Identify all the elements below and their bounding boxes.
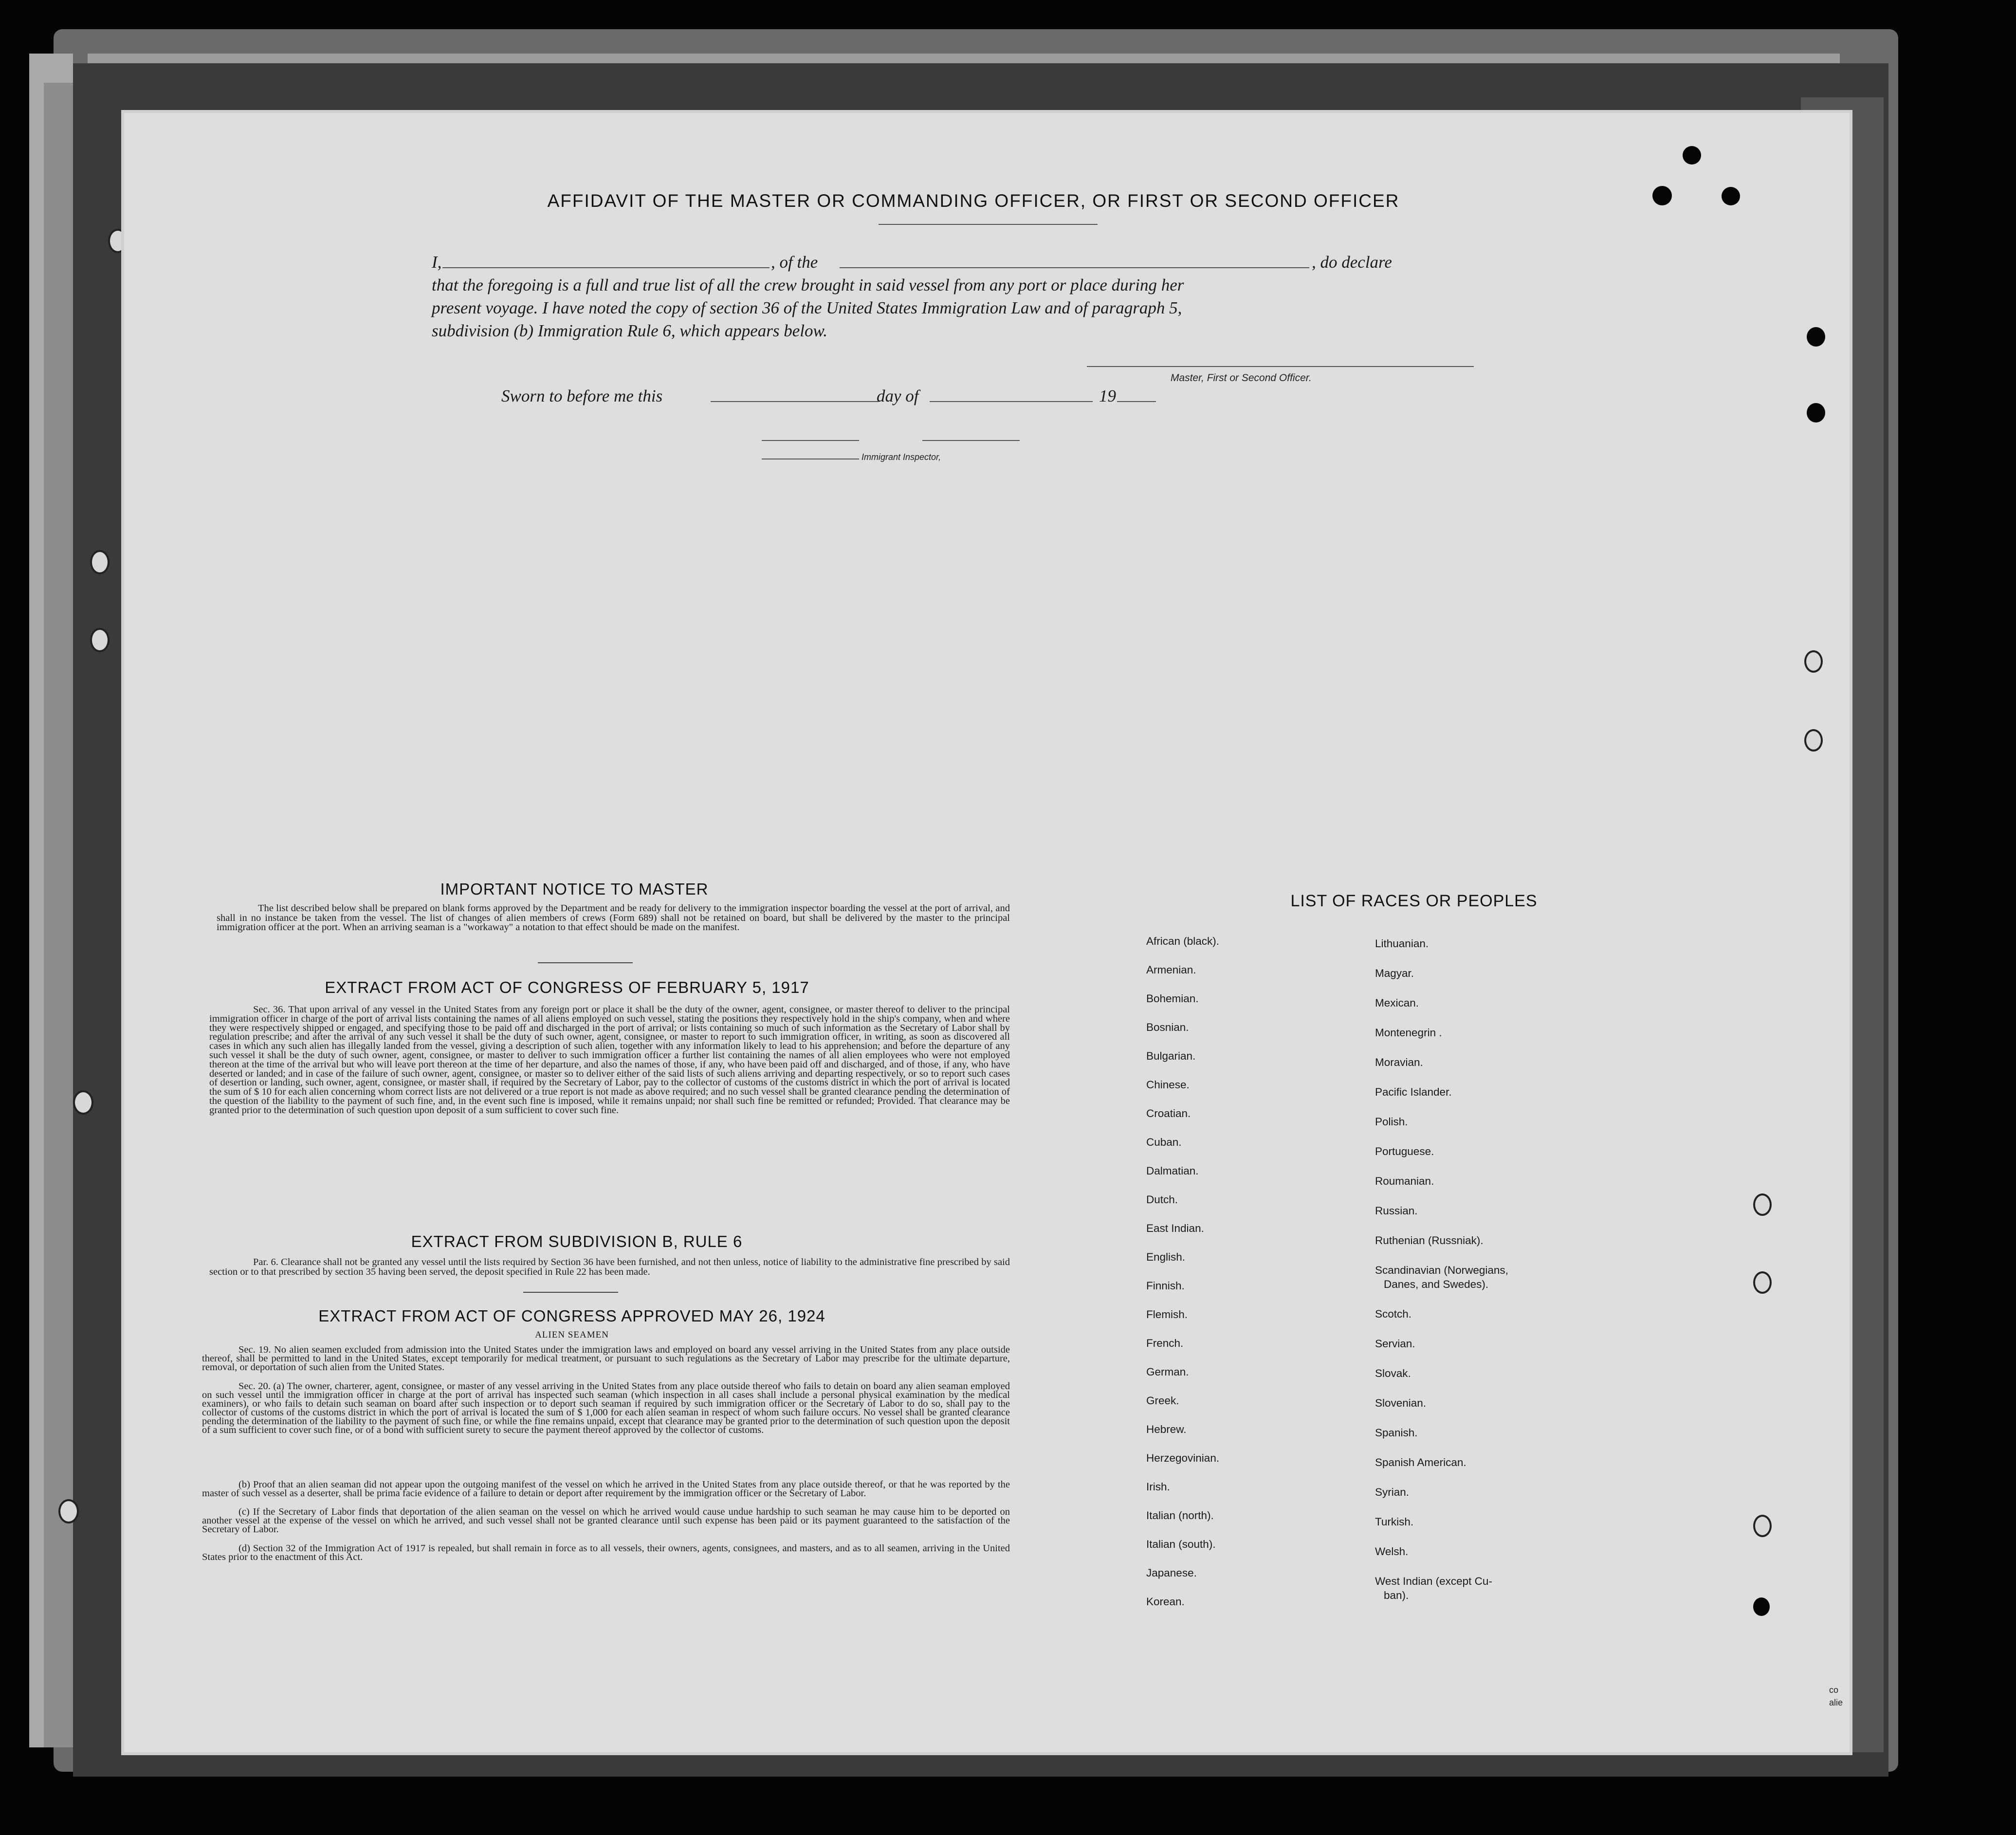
extract3-sec20c: (c) If the Secretary of Labor finds that deportation of the alien seaman on the vessel on which he arrived would cause undue hardship to such seaman he may cause him to be deported on another vessel at the expense of the vessel on which he arrived, and such vessel shall not be granted clearance until such expense has been paid or its payment guaranteed to the satisfaction of the Secretary of Labor.	[202, 1506, 1010, 1535]
race-item: Irish.	[1146, 1481, 1170, 1493]
manifest-back-sheet	[124, 113, 1850, 1752]
extract1-body: Sec. 36. That upon arrival of any vessel in the United States from any foreign port or place it shall be the duty of the owner, agent, consignee, or master thereof to deliver to the principal immigration officer in charge of the port of arrival lists containing the names of all aliens employed on such vessel, stating the positions they respectively hold in the ship's company, when and where they were respectively shipped or engaged, and specifying those to be paid off and discharged in the port of arrival; or lists containing so much of such information as the Secretary of Labor shall by regulation prescribe; and after the arrival of any such vessel it shall be the duty of such owner, agent, consignee, or master to report to such immigration officer, in writing, as soon as discovered all cases in which any such alien has illegally landed from the vessel, giving a description of such alien, together with any information likely to lead to his apprehension; and before the departure of any such vessel it shall be the duty of such owner, agent, consignee, or master to deliver to such immigration officer a further list containing the names of all alien employees who were not employed thereon at the time of the arrival but who will leave port thereon at the time of her departure, and also the names of those, if any, who have been paid off and discharged, and of those, if any, who have deserted or landed; and in case of the failure of such owner, agent, consignee, or master so to deliver either of the said lists of such aliens arriving and departing respectively, or so to report such cases of desertion or landing, such owner, agent, consignee, or master shall, if required by the Secretary of Labor, pay to the collector of customs of the customs district in which the port of arrival is located the sum of $ 10 for each alien concerning whom correct lists are not delivered or a true report is not made as above required; and no such vessel shall be granted clearance pending the determination of the question of the liability to the payment of such fine, and, in the event such fine is imposed, while it remains unpaid; nor shall such fine be remitted or refunded; Provided. That clearance may be granted prior to the determination of such question upon deposit of a sum sufficient to cover such fine.	[209, 1004, 1010, 1116]
sworn-label: Sworn to before me this	[501, 386, 663, 405]
signature-label: Master, First or Second Officer.	[1171, 372, 1312, 384]
punch-hole-icon	[1652, 186, 1672, 205]
binder-hole-icon	[73, 1090, 93, 1115]
race-item: Polish.	[1375, 1116, 1408, 1128]
race-item: Portuguese.	[1375, 1145, 1434, 1157]
extract3-sec20d: (d) Section 32 of the Immigration Act of 1917 is repealed, but shall remain in force as to all vessels, their owners, agents, consignees, and masters, and as to all seamen, arriving in the United States prior to the enactment of this Act.	[202, 1543, 1010, 1562]
day-of-label: day of	[877, 386, 919, 405]
race-item: Bohemian.	[1146, 992, 1199, 1005]
race-item: East Indian.	[1146, 1222, 1204, 1234]
vessel-name-field[interactable]	[840, 267, 1309, 268]
affidavit-line3: present voyage. I have noted the copy of section 36 of the United States Immigration Law and of paragraph 5,	[432, 298, 1182, 317]
race-item: Korean.	[1146, 1596, 1185, 1608]
race-item: Syrian.	[1375, 1486, 1410, 1498]
race-item: Italian (south).	[1146, 1538, 1216, 1550]
declare-label: , do declare	[1312, 253, 1392, 272]
extract3-sec20b: (b) Proof that an alien seaman did not appear upon the outgoing manifest of the vessel on which he arrived in the United States from any place outside thereof, or that he was reported by the master of such vessel as a deserter, shall be prima facie evidence of a failure to detain or deport after requirement by the immigration officer or the Secretary of Labor.	[202, 1479, 1010, 1499]
race-item: Bulgarian.	[1146, 1050, 1196, 1062]
race-item: German.	[1146, 1366, 1189, 1378]
race-item: Welsh.	[1375, 1545, 1409, 1558]
race-item: Slovenian.	[1375, 1397, 1427, 1409]
extract2-rule	[523, 1292, 618, 1293]
vessel-label: , of the	[771, 253, 818, 272]
race-item: Spanish American.	[1375, 1456, 1466, 1468]
race-item: Cuban.	[1146, 1136, 1182, 1148]
race-item: African (black).	[1146, 935, 1220, 947]
race-item: Greek.	[1146, 1395, 1179, 1407]
race-item: Croatian.	[1146, 1107, 1191, 1119]
race-item: Ruthenian (Russniak).	[1375, 1234, 1484, 1247]
race-item: Hebrew.	[1146, 1423, 1187, 1435]
signature-field[interactable]	[1087, 366, 1474, 367]
race-item: Lithuanian.	[1375, 937, 1429, 950]
race-item: Slovak.	[1375, 1367, 1411, 1379]
declarant-label: I,	[432, 253, 442, 272]
race-item: Danes, and Swedes).	[1384, 1278, 1489, 1290]
punch-hole-icon	[1753, 1193, 1772, 1216]
races-title: LIST OF RACES OR PEOPLES	[1290, 892, 1538, 910]
extract3-sec19: Sec. 19. No alien seamen excluded from admission into the United States under the immigration laws and employed on board any vessel arriving in the United States from any place outside thereof, shall be permitted to land in the United States, except temporarily for medical treatment, or pursuant to such regulations as the Secretary of Labor may prescribe for the ultimate departure, removal, or deportation of such alien from the United States.	[202, 1344, 1010, 1373]
sworn-month-field[interactable]	[930, 401, 1093, 402]
race-item: English.	[1146, 1251, 1186, 1263]
sworn-day-field[interactable]	[711, 401, 879, 402]
affidavit-title: AFFIDAVIT OF THE MASTER OR COMMANDING OFFICER, OR FIRST OR SECOND OFFICER	[547, 191, 1400, 211]
binder-hole-icon	[90, 550, 110, 574]
declarant-name-field[interactable]	[442, 267, 770, 268]
extract3-title: EXTRACT FROM ACT OF CONGRESS APPROVED MAY 26, 1924	[318, 1307, 825, 1325]
race-item: Dutch.	[1146, 1193, 1178, 1206]
extract1-title: EXTRACT FROM ACT OF CONGRESS OF FEBRUARY 5, 1917	[325, 978, 809, 996]
race-item: Spanish.	[1375, 1427, 1418, 1439]
punch-hole-icon	[1753, 1597, 1770, 1616]
affidavit-line4: subdivision (b) Immigration Rule 6, which appears below.	[432, 321, 828, 340]
extract2-title: EXTRACT FROM SUBDIVISION B, RULE 6	[411, 1232, 743, 1250]
race-item: Italian (north).	[1146, 1509, 1214, 1522]
notice-title: IMPORTANT NOTICE TO MASTER	[440, 880, 709, 898]
race-item: Flemish.	[1146, 1308, 1188, 1321]
affidavit-line1	[432, 251, 1478, 275]
race-item: Magyar.	[1375, 967, 1414, 979]
race-item: Chinese.	[1146, 1079, 1190, 1091]
extract3-subtitle: ALIEN SEAMEN	[535, 1330, 609, 1340]
binder-hole-icon	[58, 1499, 79, 1523]
inspector-signature-field-2[interactable]	[922, 440, 1020, 441]
race-item: Turkish.	[1375, 1516, 1414, 1528]
race-item: French.	[1146, 1337, 1184, 1349]
race-item: West Indian (except Cu-	[1375, 1575, 1492, 1587]
punch-hole-icon	[1753, 1515, 1772, 1537]
inspector-signature-field[interactable]	[762, 440, 859, 441]
notice-body: The list described below shall be prepared on blank forms approved by the Department and be ready for delivery to the immigration inspector boarding the vessel at the port of arrival, and shall in no instance be taken from the vessel. The list of changes of alien members of crews (Form 689) shall not be retained on board, but shall be delivered by the master to the principal immigration officer at the port. When an arriving seaman is a "workaway" a notation to that effect should be made on the manifest.	[217, 903, 1010, 933]
race-item: Roumanian.	[1375, 1175, 1434, 1187]
race-item: Bosnian.	[1146, 1021, 1189, 1033]
races-column-2	[1375, 937, 1599, 1603]
sworn-year-field[interactable]	[1117, 401, 1156, 402]
punch-hole-icon	[1804, 729, 1823, 752]
race-item: Scotch.	[1375, 1308, 1412, 1320]
binder-hole-icon	[90, 628, 110, 652]
race-item: Japanese.	[1146, 1567, 1197, 1579]
race-item: Russian.	[1375, 1205, 1418, 1217]
race-item: Armenian.	[1146, 964, 1196, 976]
race-item: Scandinavian (Norwegians,	[1375, 1264, 1508, 1276]
race-item: Servian.	[1375, 1338, 1415, 1350]
punch-hole-icon	[1683, 146, 1701, 165]
affidavit-title-rule	[879, 224, 1098, 225]
race-item: Moravian.	[1375, 1056, 1423, 1068]
race-item: Montenegrin .	[1375, 1027, 1442, 1039]
notice-rule	[538, 962, 633, 963]
punch-hole-icon	[1722, 187, 1740, 205]
punch-hole-icon	[1807, 403, 1825, 422]
punch-hole-icon	[1753, 1271, 1772, 1294]
race-item: Mexican.	[1375, 997, 1419, 1009]
race-item: ban).	[1384, 1589, 1409, 1601]
punch-hole-icon	[1807, 327, 1825, 347]
races-column-1	[1146, 935, 1351, 1624]
affidavit-line2: that the foregoing is a full and true list of all the crew brought in said vessel from any port or place during her	[432, 275, 1184, 294]
corner-mark-b: alie	[1829, 1698, 1843, 1707]
race-item: Dalmatian.	[1146, 1165, 1199, 1177]
extract2-body: Par. 6. Clearance shall not be granted any vessel until the lists required by Section 36 have been furnished, and not then unless, notice of liability to the administrative fine prescribed by said section or to that prescribed by section 35 having been served, the deposit specified in Rule 22 has been made.	[209, 1257, 1010, 1277]
year-prefix-label: 19	[1099, 386, 1116, 405]
punch-hole-icon	[1804, 650, 1823, 673]
extract3-sec20a: Sec. 20. (a) The owner, charterer, agent, consignee, or master of any vessel arriving in the United States from any place outside thereof who fails to detain on board any alien seaman employed on such vessel until the immigration officer in charge at the port of arrival has inspected such seaman (which inspection in all cases shall include a personal physical examination by the medical examiners), or who fails to detain such seaman on board after such inspection or to deport such seaman if required by such immigration officer or the Secretary of Labor to do so, shall pay to the collector of customs of the customs district in which the port of arrival is located the sum of $ 1,000 for each alien seaman in respect of whom such failure occurs. No vessel shall be granted clearance pending the determination of the liability to the payment of such fine, or while the fine remains unpaid, except that clearance may be granted prior to the determination of such question upon the deposit of a sum sufficient to cover such fine, or of a bond with sufficient surety to secure the payment thereof approved by the collector of customs.	[202, 1381, 1010, 1435]
corner-mark-a: co	[1829, 1685, 1839, 1695]
race-item: Pacific Islander.	[1375, 1086, 1452, 1098]
sworn-line	[501, 385, 1280, 409]
race-item: Herzegovinian.	[1146, 1452, 1220, 1464]
race-item: Finnish.	[1146, 1280, 1185, 1292]
inspector-label: Immigrant Inspector,	[861, 452, 941, 462]
